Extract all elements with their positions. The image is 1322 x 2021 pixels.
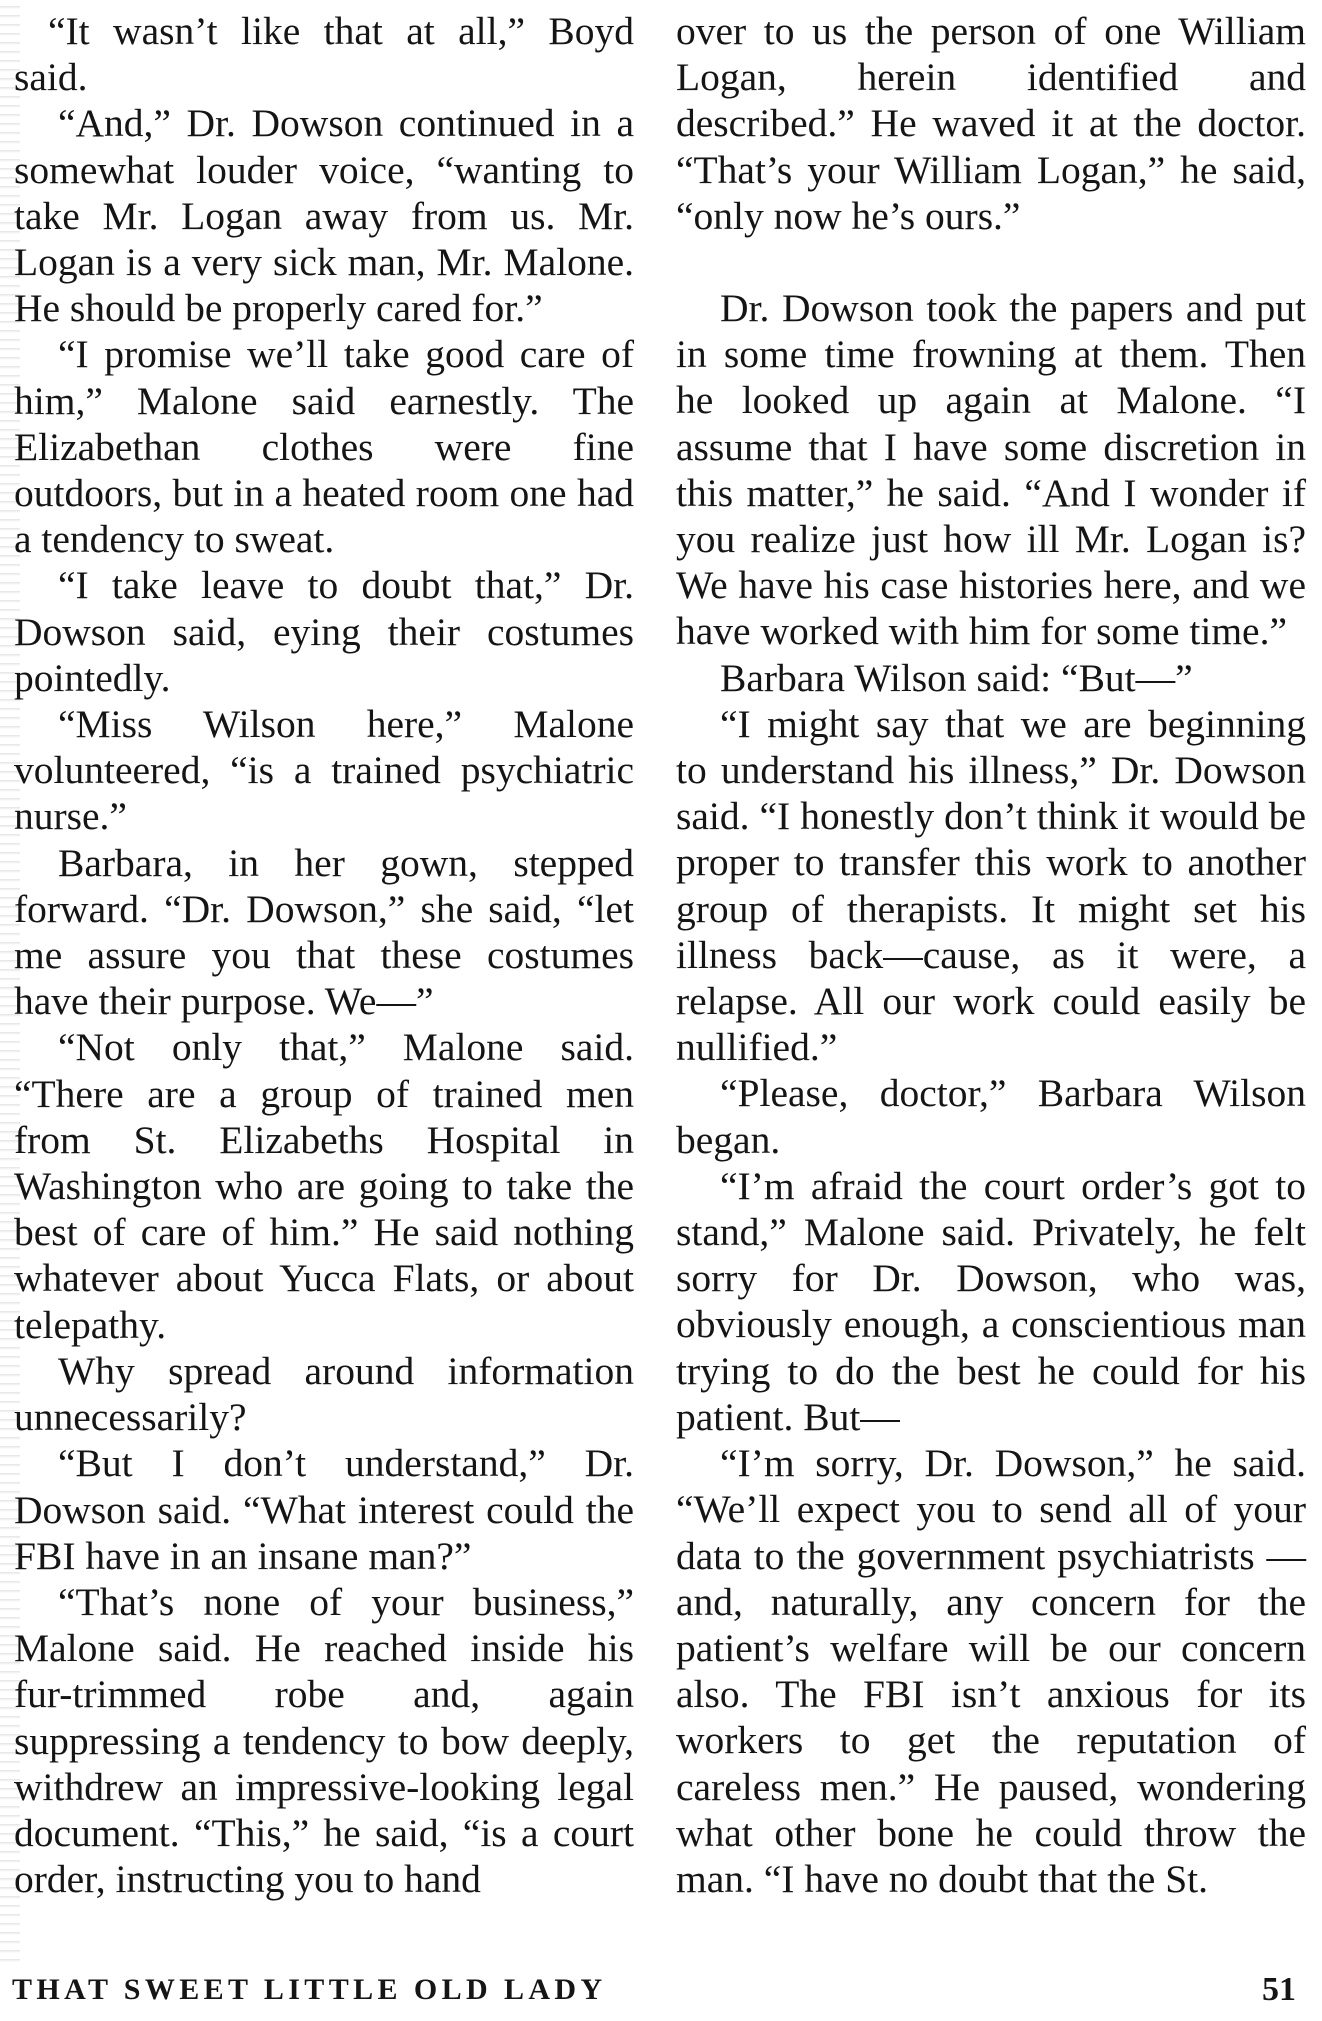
paragraph: “Please, doctor,” Barbara Wilson began. xyxy=(676,1071,1306,1162)
paragraph: Dr. Dowson took the papers and put in some time frowning at them. Then he looked up again at Malone. “I assume that I have some discretion in this matter,” he said. “And I wonder if you realize just how ill Mr. Logan is? We have his case histories here, and we have worked with him for some time.” xyxy=(676,286,1306,654)
paragraph: “And,” Dr. Dowson continued in a somewhat louder voice, “wanting to take Mr. Logan away from us. Mr. Logan is a very sick man, Mr. Malone. He should be properly cared for.” xyxy=(14,101,634,331)
paragraph: Why spread around information unnecessarily? xyxy=(14,1348,634,1440)
paragraph: “But I don’t understand,” Dr. Dowson said. “What interest could the FBI have in an insane man?” xyxy=(14,1441,634,1578)
page-number: 51 xyxy=(1262,1971,1296,2008)
paragraph: Barbara Wilson said: “But—” xyxy=(720,655,1193,700)
paragraph: “That’s none of your business,” Malone said. He reached inside his fur-trimmed robe and, again suppressing a tendency to bow deeply, withdrew an impressive-looking legal document. “This,” he said, “is a court order, instructing you to hand xyxy=(14,1579,634,1902)
page-footer xyxy=(0,1968,1322,2018)
paragraph: “Not only that,” Malone said. “There are a group of trained men from St. Elizabeths Hospital in Washington who are going to take the best of care of him.” He said nothing whatever about Yucca Flats, or about telepathy. xyxy=(14,1025,634,1347)
paragraph: “I’m sorry, Dr. Dowson,” he said. “We’ll expect you to send all of your data to the government psychiatrists —and, naturally, any concern for the patient’s welfare will be our concern also. The FBI isn’t anxious for its workers to get the reputation of careless men.” He paused, wondering what other bone he could throw the man. “I have no doubt that the St. xyxy=(676,1441,1306,1901)
paragraph: over to us the person of one William Logan, herein identified and described.” He waved it at the doctor. “That’s your William Logan,” he said, “only now he’s ours.” xyxy=(676,9,1306,238)
paragraph: “I’m afraid the court order’s got to stand,” Malone said. Privately, he felt sorry for Dr. Dowson, who was, obviously enough, a conscientious man trying to do the best he could for his patient. But— xyxy=(676,1163,1306,1439)
running-title: THAT SWEET LITTLE OLD LADY xyxy=(12,1973,607,2006)
paragraph: “Miss Wilson here,” Malone volunteered, “is a trained psychiatric nurse.” xyxy=(14,702,634,839)
paragraph: “I take leave to doubt that,” Dr. Dowson said, eying their costumes pointedly. xyxy=(14,563,634,700)
paragraph: “It wasn’t like that at all,” Boyd said. xyxy=(14,9,634,100)
paragraph: “I might say that we are beginning to understand his illness,” Dr. Dowson said. “I honestly don’t think it would be proper to transfer this work to another group of therapists. It might set his illness back—cause, as it were, a relapse. All our work could easily be nullified.” xyxy=(676,701,1306,1070)
paragraph: “I promise we’ll take good care of him,” Malone said earnestly. The Elizabethan clothes were fine outdoors, but in a heated room one had a tendency to sweat. xyxy=(14,332,634,562)
left-text-column xyxy=(14,8,634,1902)
paragraph: Barbara, in her gown, stepped forward. “Dr. Dowson,” she said, “let me assure you that these costumes have their purpose. We—” xyxy=(14,840,634,1024)
right-text-column xyxy=(676,8,1306,1902)
